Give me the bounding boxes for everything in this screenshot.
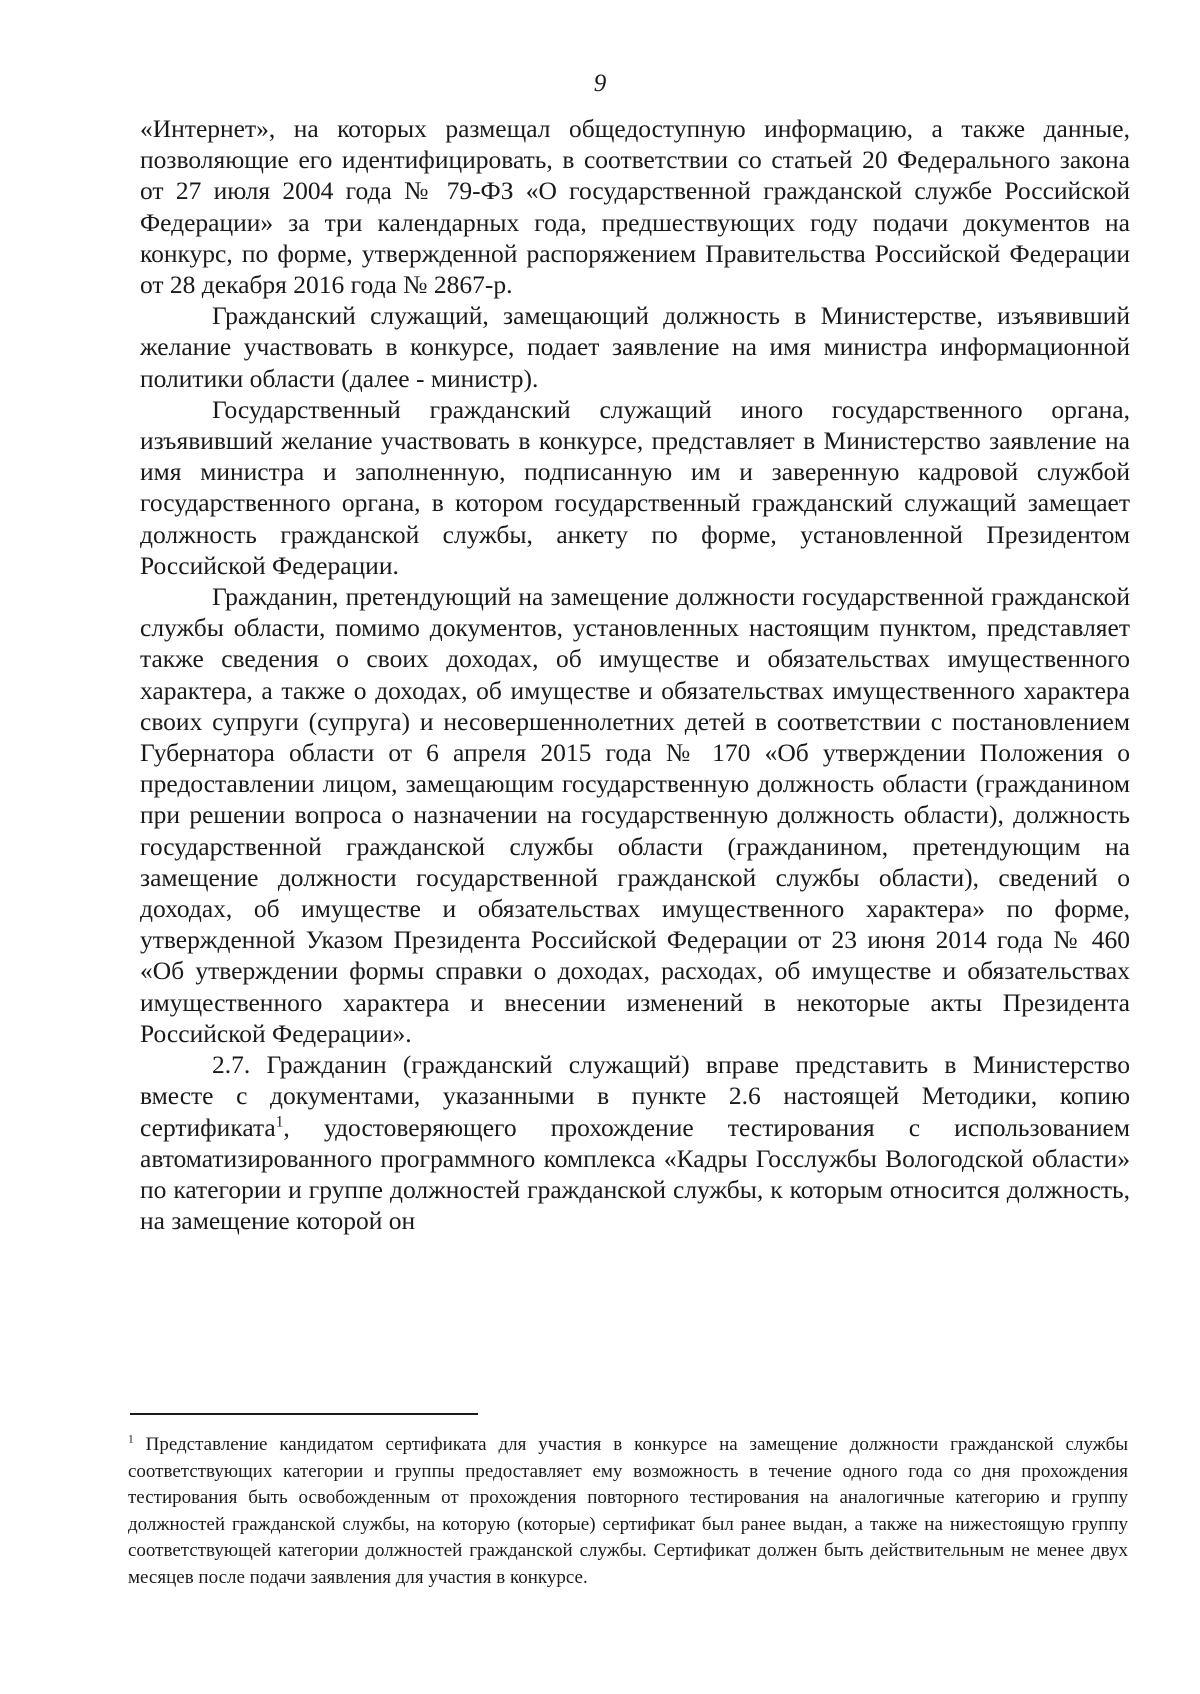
paragraph-internet-info: «Интернет», на которых размещал общедоступную информацию, а также данные, позволяющие его идентифицировать, в соответствии со статьей 20 Федерального закона от 27 июля 2004 года № 79-ФЗ «О государственной гражданской службе Российской Федерации» за три календарных года, предшествующих году подачи документов на конкурс, по форме, утвержденной распоряжением Правительства Российской Федерации от 28 декабря 2016 года № 2867-р.: [140, 114, 1130, 300]
paragraph-civil-servant-other-body: Государственный гражданский служащий иного государственного органа, изъявивший желание участвовать в конкурсе, представляет в Министерство заявление на имя министра и заполненную, подписанную им и заверенную кадровой службой государственного органа, в котором государственный гражданский служащий замещает должность гражданской службы, анкету по форме, установленной Президентом Российской Федерации.: [140, 394, 1130, 580]
footnote-text: Представление кандидатом сертификата для участия в конкурсе на замещение должности гражданской службы соответствующих категории и группы предоставляет ему возможность в течение одного года со дня прохождения тестирования быть освобожденным от прохождения повторного тестирования на аналогичные категорию и группу должностей гражданской службы, на которую (которые) сертификат был ранее выдан, а также на нижестоящую группу соответствующей категории должностей гражданской службы. Сертификат должен быть действительным не менее двух месяцев после подачи заявления для участия в конкурсе.: [128, 1434, 1128, 1588]
main-text: [140, 113, 1130, 1236]
paragraph-2-7-text-end: , удостоверяющего прохождение тестирования с использованием автоматизированного программного комплекса «Кадры Госслужбы Вологодской области» по категории и группе должностей гражданской службы, к которым относится должность, на замещение которой он: [140, 1112, 1130, 1236]
footnote-reference-mark: 1: [275, 1113, 284, 1130]
paragraph-citizen-income-info: Гражданин, претендующий на замещение должности государственной гражданской службы области, помимо документов, установленных настоящим пунктом, представляет также сведения о своих доходах, об имуществе и обязательствах имущественного характера, а также о доходах, об имуществе и обязательствах имущественного характера своих супруги (супруга) и несовершеннолетних детей в соответствии с постановлением Губернатора области от 6 апреля 2015 года № 170 «Об утверждении Положения о предоставлении лицом, замещающим государственную должность области (гражданином при решении вопроса о назначении на государственную должность области), должность государственной гражданской службы области (гражданином, претендующим на замещение должности государственной гражданской службы области), сведений о доходах, об имуществе и обязательствах имущественного характера» по форме, утвержденной Указом Президента Российской Федерации от 23 июня 2014 года № 460 «Об утверждении формы справки о доходах, расходах, об имуществе и обязательствах имущественного характера и внесении изменений в некоторые акты Президента Российской Федерации».: [140, 582, 1130, 1048]
paragraph-2-7: [140, 1049, 1130, 1236]
footnote-separator: [130, 1413, 478, 1415]
page-number: 9: [593, 70, 607, 97]
footnote-mark: 1: [128, 1433, 134, 1446]
footnote-text-block: [128, 1432, 1128, 1591]
footnote: [128, 1432, 1128, 1591]
paragraph-2-7-text-start: 2.7. Гражданин (гражданский служащий) вправе представить в Министерство вместе с документами, указанными в пункте 2.6 настоящей Методики, копию сертификата: [140, 1050, 1130, 1142]
paragraph-civil-servant-ministry: Гражданский служащий, замещающий должность в Министерстве, изъявивший желание участвовать в конкурсе, подает заявление на имя министра информационной политики области (далее - министр).: [140, 301, 1130, 393]
